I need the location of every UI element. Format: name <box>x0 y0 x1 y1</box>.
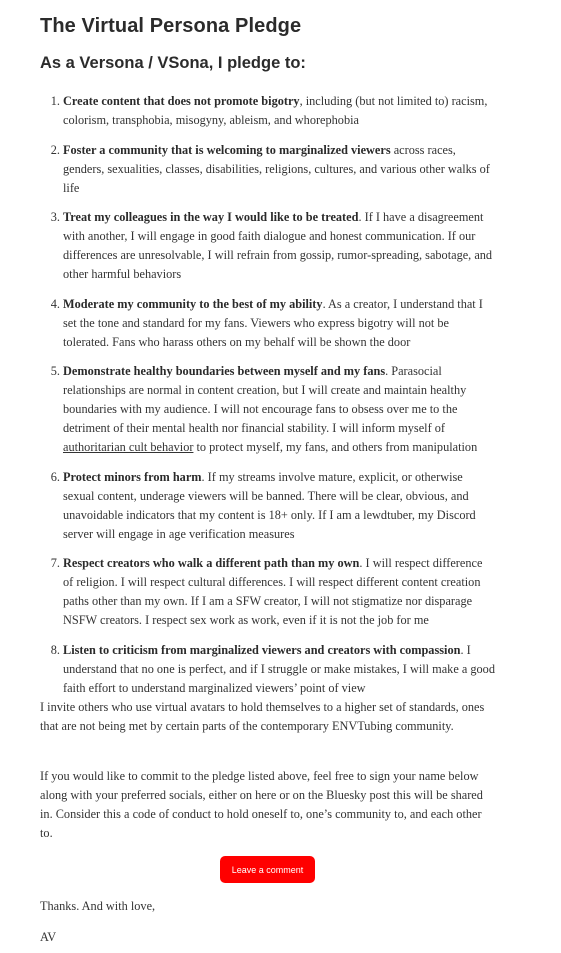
pledge-item-heading: Listen to criticism from marginalized viewers and creators with compassion <box>63 642 461 657</box>
pledge-item-text: . I understand that no one is perfect, and if I struggle or make mistakes, I will make a good faith effort to understand marginalized viewers’ point of view <box>63 642 495 695</box>
pledge-item-heading: Moderate my community to the best of my ability <box>63 296 323 311</box>
pledge-item-5 <box>63 362 495 457</box>
pledge-item-4 <box>63 295 495 352</box>
pledge-item-heading: Create content that does not promote bigotry <box>63 94 300 108</box>
cult-behavior-link[interactable]: authoritarian cult behavior <box>63 440 194 454</box>
pledge-list <box>40 92 495 708</box>
pledge-item-6 <box>63 468 495 544</box>
pledge-item-text: . Parasocial relationships are normal in content creation, but I will create and maintain healthy boundaries with my audience. I will not encourage fans to obsess over me to the detriment of their mental health nor financial stability. I will inform myself of <box>63 364 467 435</box>
pledge-item-heading: Foster a community that is welcoming to marginalized viewers <box>63 142 391 157</box>
pledge-item-text: . As a creator, I understand that I set the tone and standard for my fans. Viewers who express bigotry will not be tolerated. Fans who harass others on my behalf will be shown the door <box>63 296 483 349</box>
pledge-item-text: across races, genders, sexualities, classes, disabilities, religions, cultures, and various other walks of life <box>63 142 490 195</box>
signature: AV <box>40 930 57 944</box>
pledge-item-text: . I will respect difference of religion. I will respect cultural differences. I will respect different content creation paths other than my own. If I am a SFW creator, I will not stigmatize nor disparage NSFW creators. I respect sex work as work, even if it is not the job for me <box>63 556 483 627</box>
pledge-item-heading: Respect creators who walk a different path than my own <box>63 556 360 570</box>
pledge-item-heading: Protect minors from harm <box>63 469 202 484</box>
pledge-item-heading: Demonstrate healthy boundaries between myself and my fans <box>63 364 386 378</box>
pledge-item-3 <box>63 208 495 284</box>
pledge-item-7 <box>63 554 495 630</box>
pledge-item-1 <box>63 92 495 130</box>
invitation-paragraph: I invite others who use virtual avatars to hold themselves to a higher set of standards, ones that are not being met by certain parts of the contemporary ENVTubing community. <box>40 700 485 733</box>
pledge-item-text: . If my streams involve mature, explicit, or otherwise sexual content, underage viewers will be banned. There will be clear, obvious, and unavoidable indicators that my content is 18+ only. If I am a lewdtuber, my Discord server will engage in age verification measures <box>63 469 476 541</box>
pledge-subtitle: As a Versona / VSona, I pledge to: <box>40 54 306 72</box>
pledge-item-text: . If I have a disagreement with another, I will engage in good faith dialogue and honest communication. If our differences are unresolvable, I will refrain from gossip, rumor-spreading, sabotage, and other harmful behaviors <box>63 210 493 281</box>
leave-comment-button[interactable]: Leave a comment <box>220 856 315 883</box>
pledge-item-text-cont: to protect myself, my fans, and others from manipulation <box>193 440 478 454</box>
closing-text: Thanks. And with love, <box>40 899 156 913</box>
pledge-item-2 <box>63 141 495 198</box>
pledge-item-8 <box>63 641 495 698</box>
pledge-item-heading: Treat my colleagues in the way I would like to be treated <box>63 210 359 224</box>
pledge-article <box>40 12 495 944</box>
page-title: The Virtual Persona Pledge <box>40 15 302 37</box>
commitment-paragraph: If you would like to commit to the pledge listed above, feel free to sign your name below along with your preferred socials, either on here or on the Bluesky post this will be shared in. Consider this a code of conduct to hold oneself to, one’s community to, and each other to. <box>40 769 483 840</box>
pledge-item-text: , including (but not limited to) racism, colorism, transphobia, misogyny, ableism, and whorephobia <box>63 94 488 127</box>
